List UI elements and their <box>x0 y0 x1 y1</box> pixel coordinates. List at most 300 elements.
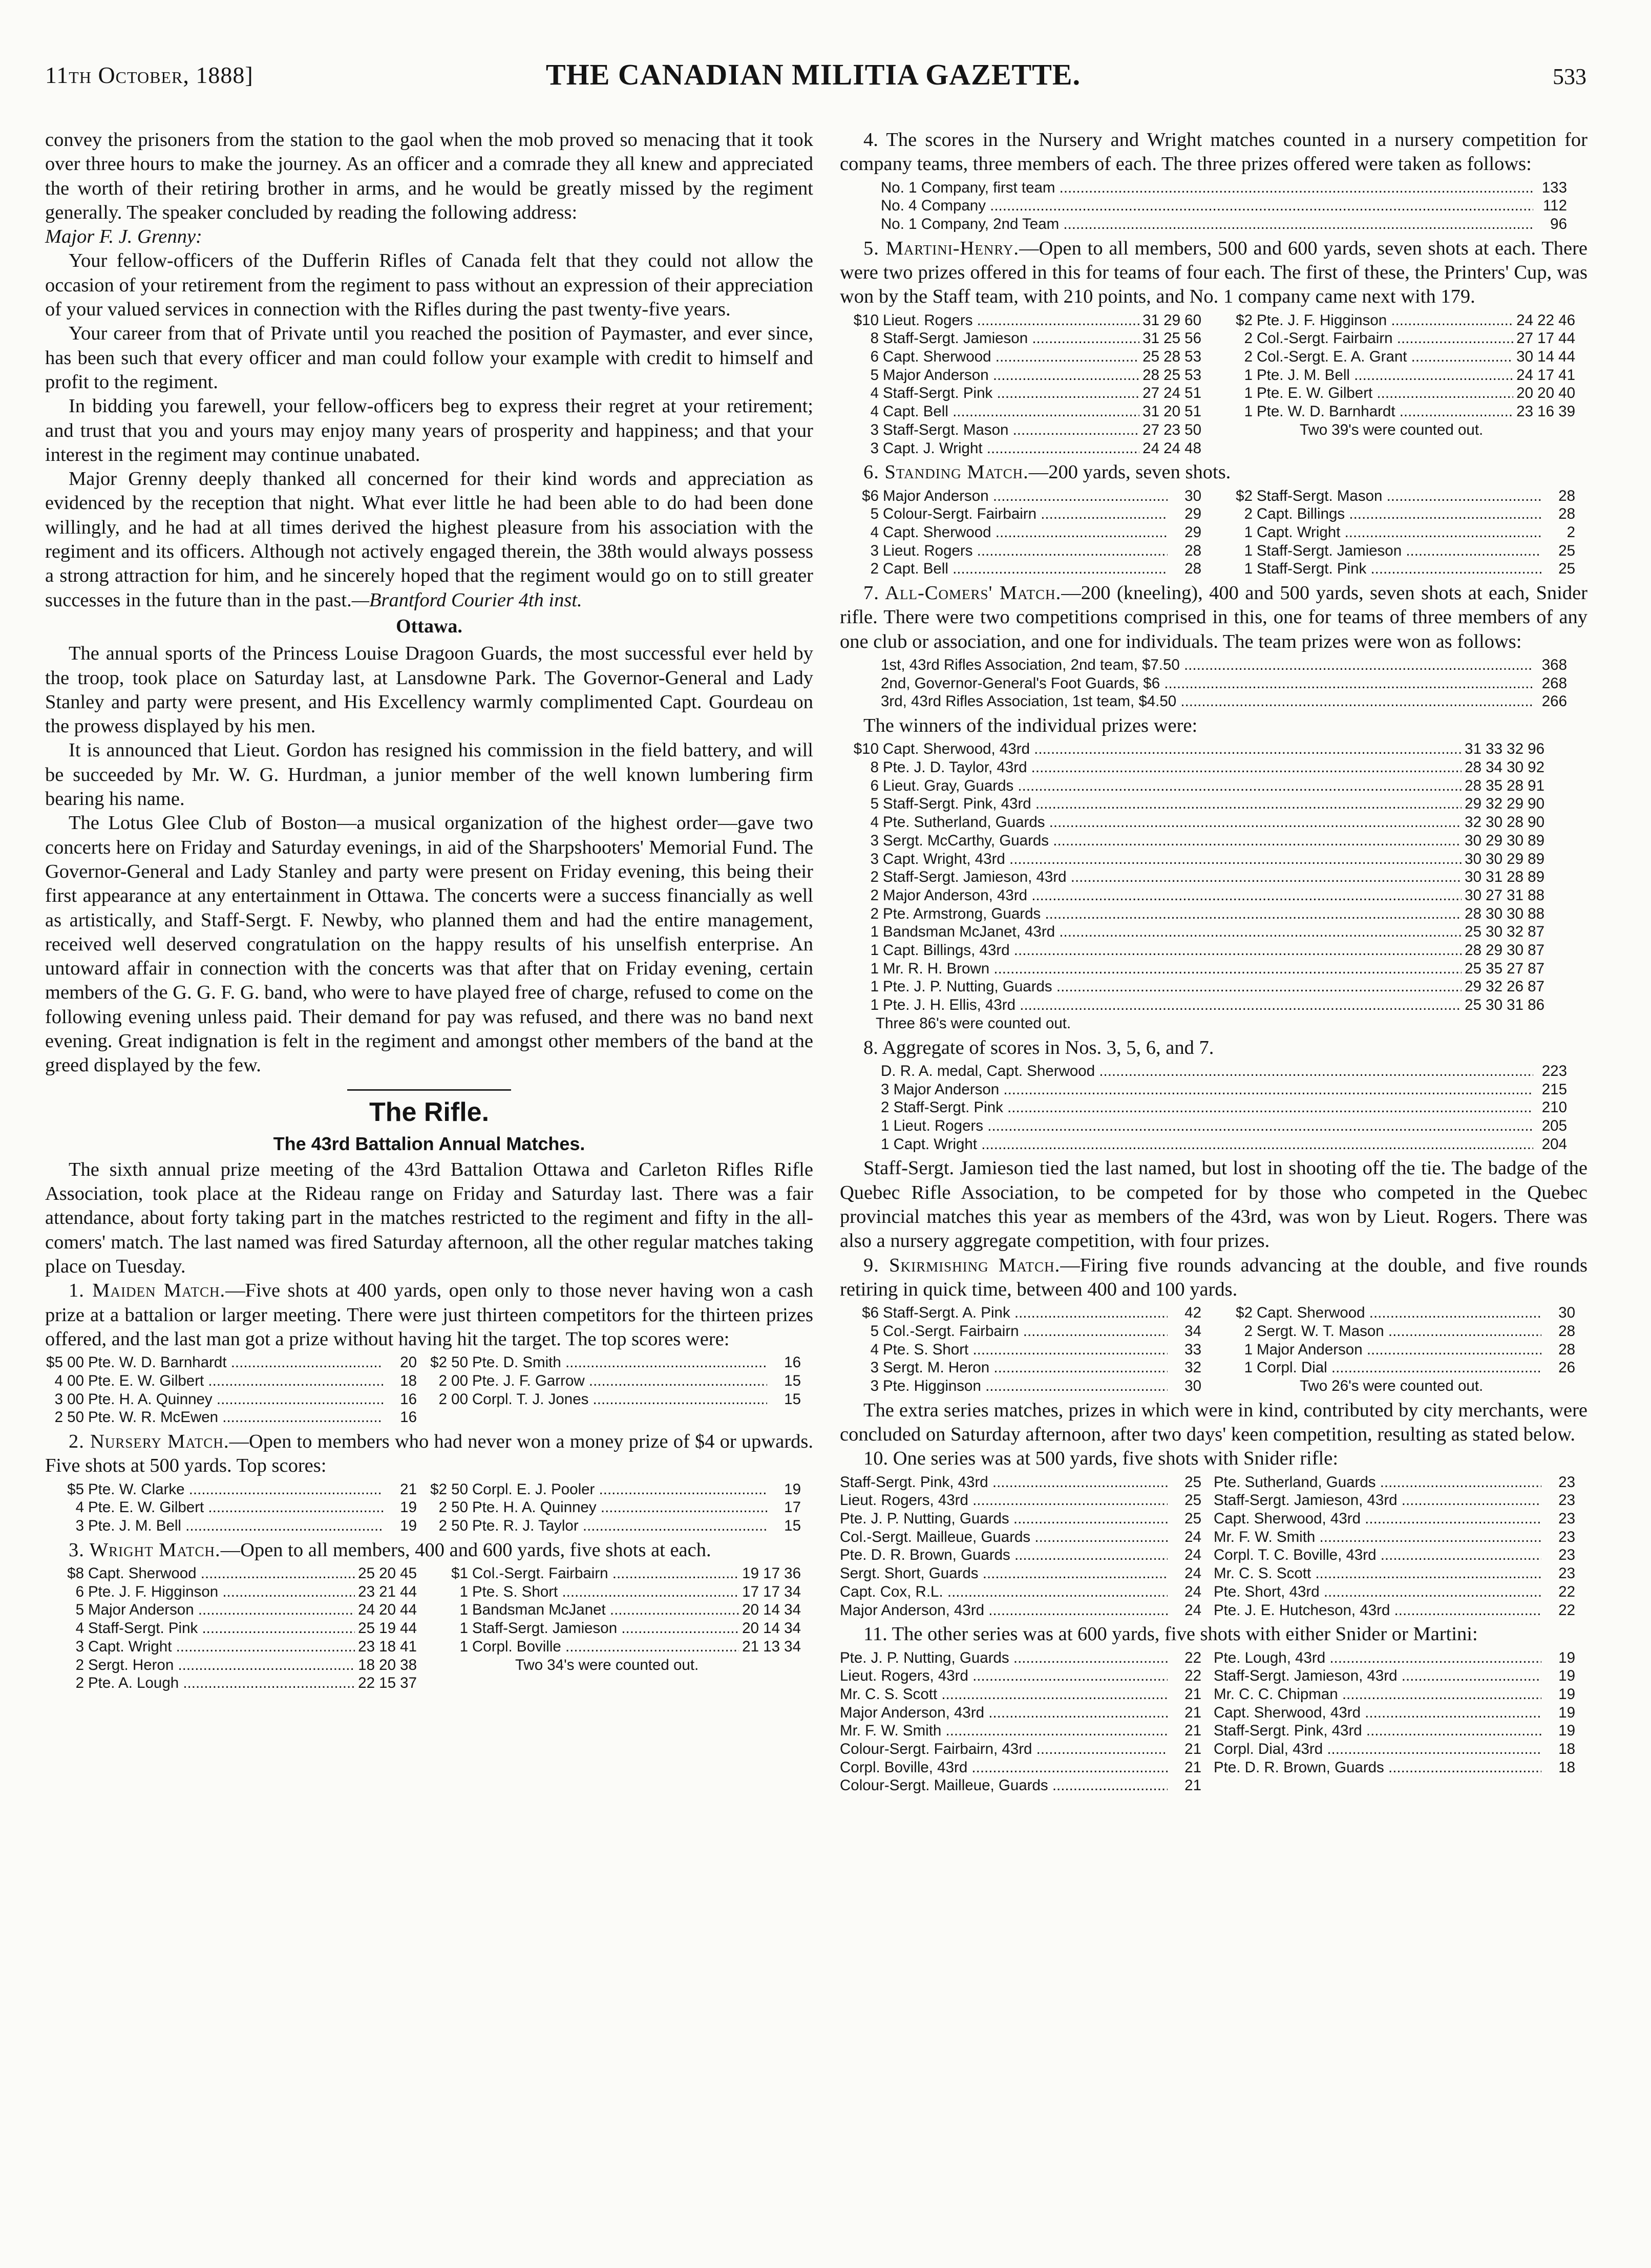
competitor-name: Capt. Sherwood ..... <box>1257 1304 1541 1322</box>
score-entry <box>45 1638 429 1656</box>
score-value: 31 20 51 <box>1142 403 1201 420</box>
score-value: 19 <box>1558 1649 1575 1666</box>
score-value: 30 27 31 88 <box>1465 886 1544 904</box>
competitor-name: Pte. H. A. Quinney ..... <box>88 1390 383 1409</box>
match-text: —200 yards, seven shots. <box>1028 461 1231 483</box>
score-row <box>45 1656 813 1674</box>
score-value: 25 20 45 <box>358 1565 417 1582</box>
score-row <box>840 795 1588 813</box>
score-entry <box>45 1517 429 1535</box>
competitor-name: Capt. J. Wright ..... <box>883 439 1139 458</box>
score-note: Two 26's were counted out. <box>1300 1377 1484 1394</box>
score-row <box>840 1062 1588 1080</box>
competitor-name: Major Anderson, 43rd ..... <box>840 1601 1168 1620</box>
prize-amount: 4 <box>75 1499 84 1516</box>
prize-amount: 1 <box>870 978 879 995</box>
competitor-name: Major Anderson, 43rd ..... <box>840 1704 1168 1722</box>
score-value: 30 30 29 89 <box>1465 850 1544 867</box>
score-value: 23 21 44 <box>358 1583 417 1600</box>
article-paragraph: 4. The scores in the Nursery and Wright matches counted in a nursery competition for company teams, three members of each. The three prizes offered were taken as follows: <box>840 129 1588 175</box>
competitor-name: Pte. J. H. Ellis, 43rd ..... <box>883 996 1462 1014</box>
score-entry <box>429 1674 813 1692</box>
score-value: 19 <box>400 1517 417 1535</box>
score-entry <box>45 1619 429 1638</box>
score-row <box>45 1601 813 1619</box>
competitor-name: Pte. D. R. Brown, Guards ..... <box>840 1546 1168 1564</box>
score-row <box>840 197 1588 215</box>
score-value: 25 <box>1184 1510 1201 1527</box>
score-entry <box>429 1353 813 1372</box>
prize-amount: $2 50 <box>430 1480 468 1498</box>
competitor-name: Mr. R. H. Brown ..... <box>883 960 1462 978</box>
score-value: 30 <box>1184 1377 1201 1394</box>
prize-amount: 5 <box>870 366 879 384</box>
competitor-name: Capt. Sherwood, 43rd ..... <box>1214 1510 1541 1528</box>
score-value: 15 <box>784 1390 801 1408</box>
competitor-name: Pte. S. Short ..... <box>472 1583 739 1601</box>
score-row <box>840 1117 1588 1135</box>
score-entry <box>840 1341 1214 1359</box>
score-entry <box>840 439 1214 458</box>
prize-amount: 2 <box>75 1674 84 1692</box>
competitor-name: No. 1 Company, first team ..... <box>881 179 1533 197</box>
score-entry <box>1214 1740 1588 1758</box>
score-value: 18 <box>1558 1758 1575 1776</box>
prize-amount: 1 <box>1244 1341 1253 1358</box>
match-description <box>840 1254 1588 1302</box>
competitor-name: Pte. D. Smith ..... <box>472 1353 767 1372</box>
competitor-name: Corpl. Boville, 43rd ..... <box>840 1758 1168 1777</box>
score-row <box>840 996 1588 1014</box>
match-title: 9. Skirmishing Match. <box>863 1254 1061 1276</box>
score-entry <box>1214 1304 1588 1322</box>
score-entry <box>429 1408 813 1427</box>
address-salutation: Major F. J. Grenny: <box>45 226 202 248</box>
score-value: 20 14 34 <box>742 1601 801 1619</box>
competitor-name: Capt. Sherwood ..... <box>88 1564 355 1583</box>
prize-amount: 1 <box>870 997 879 1014</box>
competitor-name: Staff-Sergt. Mason ..... <box>1257 487 1541 505</box>
score-value: 28 <box>1184 560 1201 578</box>
competitor-name: Staff-Sergt. Pink, 43rd ..... <box>840 1473 1168 1492</box>
score-value: 18 20 38 <box>358 1656 417 1673</box>
score-value: 28 34 30 92 <box>1465 759 1544 776</box>
score-row <box>45 1583 813 1601</box>
competitor-name: Major Anderson ..... <box>883 487 1168 505</box>
competitor-name: Pte. E. W. Gilbert ..... <box>88 1498 383 1517</box>
article-paragraph: It is announced that Lieut. Gordon has resigned his commission in the field battery, and will be succeeded by Mr. W. G. Hurdman, a junior member of the well known lumbering firm bearing his name. <box>45 739 813 810</box>
competitor-name: Sergt. Heron ..... <box>88 1656 355 1674</box>
score-row <box>840 1776 1588 1795</box>
competitor-name: Pte. S. Short ..... <box>883 1341 1168 1359</box>
score-row <box>840 978 1588 996</box>
score-entry <box>429 1390 813 1409</box>
score-entry <box>840 1601 1214 1620</box>
score-value: 17 <box>784 1499 801 1516</box>
competitor-name: Pte. W. D. Barnhardt ..... <box>1257 402 1513 421</box>
prize-amount: 1 <box>870 923 879 941</box>
score-entry <box>1214 1583 1588 1601</box>
score-entry <box>840 1304 1214 1322</box>
section-heading-ottawa: Ottawa. <box>396 615 462 637</box>
competitor-name: Pte. D. R. Brown, Guards ..... <box>1214 1758 1541 1777</box>
score-value: 24 20 44 <box>358 1601 417 1619</box>
score-value: 31 33 32 96 <box>1465 740 1544 758</box>
prize-amount: 2 <box>870 905 879 922</box>
article-paragraph: The annual sports of the Princess Louise Dragoon Guards, the most successful ever held by the troop, took place on Saturday last, at Lansdowne Park. The Governor-General and Lady Stanley and party were present, and His Excellency warmly complimented Capt. Gourdeau on the prowess displayed by his men. <box>45 643 813 737</box>
score-entry <box>840 1528 1214 1546</box>
competitor-name: Pte. Lough, 43rd ..... <box>1214 1649 1541 1667</box>
prize-amount: 4 <box>870 403 879 420</box>
score-row <box>840 850 1588 868</box>
score-entry <box>1214 311 1588 330</box>
match-title: 5. Martini-Henry. <box>863 237 1019 259</box>
score-value: 20 14 34 <box>742 1620 801 1637</box>
score-entry <box>1214 542 1588 560</box>
competitor-name: Colour-Sergt. Mailleue, Guards ..... <box>840 1776 1168 1795</box>
article-paragraph: The winners of the individual prizes were: <box>863 715 1198 737</box>
score-entry <box>1214 348 1588 366</box>
prize-amount: 8 <box>870 330 879 347</box>
score-value: 223 <box>1541 1062 1567 1079</box>
score-value: 268 <box>1541 674 1567 692</box>
competitor-name: Pte. W. D. Barnhardt ..... <box>88 1353 383 1372</box>
competitor-name: Major Anderson ..... <box>883 366 1139 385</box>
prize-amount: 4 <box>870 385 879 402</box>
score-value: 27 17 44 <box>1516 330 1575 347</box>
score-entry <box>1214 402 1588 421</box>
score-row <box>840 923 1588 941</box>
competitor-name: No. 1 Company, 2nd Team ..... <box>881 215 1533 234</box>
prize-amount: 1 <box>870 960 879 977</box>
score-entry <box>840 1667 1214 1685</box>
score-value: 28 <box>1558 505 1575 523</box>
match-description <box>45 1430 813 1478</box>
competitor-name: D. R. A. medal, Capt. Sherwood ..... <box>881 1062 1533 1080</box>
competitor-name: Pte. Armstrong, Guards ..... <box>883 905 1462 923</box>
score-table-maiden <box>45 1353 813 1427</box>
score-value: 28 <box>1558 1341 1575 1358</box>
score-value: 25 <box>1558 542 1575 559</box>
prize-amount: 6 <box>75 1583 84 1600</box>
competitor-name: Capt. Cox, R.L. ..... <box>840 1583 1168 1601</box>
prize-amount: 1 <box>870 942 879 959</box>
competitor-name: Bandsman McJanet ..... <box>472 1601 739 1619</box>
score-row <box>45 1498 813 1517</box>
score-value: 24 <box>1184 1601 1201 1619</box>
match-description <box>45 1538 813 1562</box>
match-title: 1. Maiden Match. <box>69 1280 226 1302</box>
competitor-name: Sergt. McCarthy, Guards ..... <box>883 832 1462 850</box>
score-entry <box>840 1564 1214 1583</box>
match-description <box>840 460 1588 484</box>
competitor-name: Col.-Sergt. Fairbairn ..... <box>883 1322 1168 1341</box>
score-value: 25 28 53 <box>1142 348 1201 365</box>
score-value: 21 <box>1184 1741 1201 1758</box>
competitor-name: Corpl. Boville ..... <box>472 1638 739 1656</box>
score-entry <box>1214 1601 1588 1620</box>
score-row <box>840 692 1588 711</box>
prize-amount: 2 <box>75 1656 84 1673</box>
score-value: 25 35 27 87 <box>1465 960 1544 977</box>
score-row <box>840 311 1588 330</box>
competitor-name: Staff-Sergt. Jamieson, 43rd ..... <box>1214 1667 1541 1685</box>
score-row <box>840 505 1588 523</box>
competitor-name: Pte. R. J. Taylor ..... <box>472 1517 767 1535</box>
score-entry <box>840 505 1214 523</box>
score-entry <box>1214 1776 1588 1795</box>
competitor-name: Corpl. T. C. Boville, 43rd ..... <box>1214 1546 1541 1564</box>
score-row <box>840 1322 1588 1341</box>
score-entry <box>1214 1377 1588 1395</box>
score-row <box>840 1359 1588 1377</box>
score-entry <box>840 402 1214 421</box>
score-value: 15 <box>784 1517 801 1535</box>
score-table-martini-henry <box>840 311 1588 458</box>
prize-amount: 3 <box>870 832 879 849</box>
page-header <box>45 57 1586 98</box>
competitor-name: Pte. J. P. Nutting, Guards ..... <box>883 978 1462 996</box>
article-paragraph: 10. One series was at 500 yards, five shots with Snider rifle: <box>863 1448 1339 1470</box>
prize-amount: 2 <box>1244 348 1253 365</box>
prize-amount: 3 <box>75 1517 84 1535</box>
score-entry <box>45 1564 429 1583</box>
score-value: 19 <box>1558 1667 1575 1685</box>
score-value: 30 29 30 89 <box>1465 832 1544 849</box>
competitor-name: Colour-Sergt. Fairbairn, 43rd ..... <box>840 1740 1168 1758</box>
score-row <box>840 1080 1588 1099</box>
score-row <box>840 1546 1588 1564</box>
score-row <box>45 1638 813 1656</box>
score-value: 22 <box>1558 1601 1575 1619</box>
competitor-name: Capt. Wright ..... <box>1257 523 1541 542</box>
competitor-name: Staff-Sergt. A. Pink ..... <box>883 1304 1168 1322</box>
prize-amount: 1 <box>459 1620 468 1637</box>
prize-amount: $2 <box>1236 487 1253 504</box>
score-value: 22 15 37 <box>358 1674 417 1692</box>
page-number: 533 <box>1553 64 1586 89</box>
score-row <box>840 868 1588 886</box>
prize-amount: 8 <box>870 759 879 776</box>
score-value: 32 <box>1184 1359 1201 1376</box>
prize-amount <box>429 1656 472 1674</box>
score-value: 31 25 56 <box>1142 330 1201 347</box>
competitor-name: Mr. C. C. Chipman ..... <box>1214 1685 1541 1704</box>
competitor-name: Pte. A. Lough ..... <box>88 1674 355 1692</box>
score-value: 368 <box>1541 656 1567 673</box>
score-entry <box>840 1322 1214 1341</box>
score-value: 204 <box>1541 1135 1567 1153</box>
score-value: 24 24 48 <box>1142 439 1201 457</box>
score-entry <box>45 1390 429 1409</box>
score-value: 26 <box>1558 1359 1575 1376</box>
score-row <box>840 758 1588 777</box>
competitor-name: Lieut. Rogers ..... <box>883 542 1168 560</box>
score-table-all-comers-individual <box>840 740 1588 1032</box>
score-value: 23 18 41 <box>358 1638 417 1655</box>
score-entry <box>1214 1704 1588 1722</box>
score-row <box>840 1649 1588 1667</box>
prize-amount: 4 <box>75 1620 84 1637</box>
score-row <box>840 348 1588 366</box>
score-entry <box>840 311 1214 330</box>
score-table-aggregate <box>840 1062 1588 1154</box>
score-row <box>840 1564 1588 1583</box>
prize-amount: 6 <box>870 777 879 794</box>
competitor-name: Staff-Sergt. Jamieson ..... <box>1257 542 1541 560</box>
score-row <box>840 905 1588 923</box>
score-value: 18 <box>400 1372 417 1389</box>
score-value: 15 <box>784 1372 801 1389</box>
score-entry <box>45 1353 429 1372</box>
score-value: 28 25 53 <box>1142 366 1201 384</box>
score-row <box>840 1341 1588 1359</box>
score-value: 34 <box>1184 1322 1201 1340</box>
match-text: —Firing five rounds advancing at the double, and five rounds retiring in quick time, between 400 and 100 yards. <box>840 1254 1588 1300</box>
competitor-name: Pte. J. M. Bell ..... <box>1257 366 1513 385</box>
prize-amount: 2 00 <box>438 1390 468 1408</box>
competitor-name: Capt. Wright, 43rd ..... <box>883 850 1462 868</box>
competitor-name: Major Anderson, 43rd ..... <box>883 886 1462 905</box>
competitor-name: Corpl. E. J. Pooler ..... <box>472 1480 767 1499</box>
score-row <box>840 487 1588 505</box>
section-heading-rifle: The Rifle. <box>369 1097 490 1127</box>
score-value: 29 32 29 90 <box>1465 795 1544 813</box>
score-value: 28 <box>1184 542 1201 559</box>
score-value: 22 <box>1558 1583 1575 1600</box>
score-entry <box>1214 329 1588 348</box>
score-row <box>840 384 1588 402</box>
score-row <box>840 439 1588 458</box>
score-entry <box>840 1546 1214 1564</box>
competitor-name: Staff-Sergt. Jamieson ..... <box>472 1619 739 1638</box>
prize-amount: $2 50 <box>430 1354 468 1371</box>
score-row <box>840 1667 1588 1685</box>
score-value: 28 <box>1558 487 1575 504</box>
prize-amount: 3 <box>870 542 879 559</box>
match-title: 2. Nursery Match. <box>69 1431 229 1453</box>
prize-amount: 3 <box>870 1359 879 1376</box>
competitor-name: Capt. Bell ..... <box>883 560 1168 578</box>
competitor-name: Lieut. Rogers, 43rd ..... <box>840 1667 1168 1685</box>
score-value: 25 <box>1184 1473 1201 1491</box>
competitor-name: Pte. E. W. Gilbert ..... <box>88 1372 383 1390</box>
score-value: 23 16 39 <box>1516 403 1575 420</box>
competitor-name: Staff-Sergt. Jamieson, 43rd ..... <box>1214 1491 1541 1510</box>
score-entry <box>840 348 1214 366</box>
prize-amount: 1 <box>1244 560 1253 578</box>
match-description <box>45 1279 813 1351</box>
article-paragraph: Staff-Sergt. Jamieson tied the last named, but lost in shooting off the tie. The badge of the Quebec Rifle Association, to be competed for by those who competed in the Quebec provincial matches this year as members of the 43rd, was won by Lieut. Rogers. There was also a nursery aggregate competition, with four prizes. <box>840 1157 1588 1252</box>
score-row <box>840 960 1588 978</box>
competitor-name: Staff-Sergt. Pink ..... <box>1257 560 1541 578</box>
competitor-name: Sergt. M. Heron ..... <box>883 1359 1168 1377</box>
competitor-name: Pte. H. A. Quinney ..... <box>472 1498 767 1517</box>
score-row <box>840 1601 1588 1620</box>
score-entry <box>840 1377 1214 1395</box>
score-entry <box>1214 1722 1588 1740</box>
score-row <box>840 740 1588 758</box>
prize-amount: $6 <box>862 487 879 504</box>
competitor-name: Capt. Sherwood, 43rd ..... <box>883 740 1462 758</box>
subheading-matches: The 43rd Battalion Annual Matches. <box>273 1133 585 1154</box>
competitor-name: Col.-Sergt. Mailleue, Guards ..... <box>840 1528 1168 1546</box>
prize-amount: $1 <box>451 1565 468 1582</box>
score-value: 23 <box>1558 1510 1575 1527</box>
score-value: 21 <box>1184 1704 1201 1721</box>
competitor-name: Pte. J. F. Higginson ..... <box>88 1583 355 1601</box>
score-table-standing <box>840 487 1588 579</box>
score-value: 23 <box>1558 1528 1575 1545</box>
competitor-name: Staff-Sergt. Pink, 43rd ..... <box>883 795 1462 813</box>
score-row <box>840 1135 1588 1154</box>
competitor-name: Mr. C. S. Scott ..... <box>1214 1564 1541 1583</box>
prize-amount: 4 <box>870 1341 879 1358</box>
prize-amount: $6 <box>862 1304 879 1322</box>
score-value: 18 <box>1558 1741 1575 1758</box>
competitor-name: No. 4 Company ..... <box>881 197 1533 215</box>
score-entry <box>840 1510 1214 1528</box>
score-value: 21 <box>400 1480 417 1498</box>
competitor-name: Pte. Sutherland, Guards ..... <box>883 813 1462 832</box>
score-entry <box>1214 1510 1588 1528</box>
score-value: 17 17 34 <box>742 1583 801 1600</box>
score-value: 19 <box>400 1499 417 1516</box>
competitor-name: Col.-Sergt. Fairbairn ..... <box>472 1564 739 1583</box>
score-row <box>840 542 1588 560</box>
score-row <box>840 813 1588 832</box>
prize-amount: 3 <box>870 1377 879 1394</box>
score-entry <box>1214 366 1588 385</box>
score-row <box>840 179 1588 197</box>
score-table-series-500 <box>840 1473 1588 1620</box>
score-value: 23 <box>1558 1546 1575 1564</box>
prize-amount: 2 50 <box>438 1517 468 1535</box>
competitor-name: Col.-Sergt. Fairbairn ..... <box>1257 329 1513 348</box>
prize-amount: $2 <box>1236 311 1253 329</box>
score-value: 24 17 41 <box>1516 366 1575 384</box>
score-row <box>840 941 1588 960</box>
score-entry <box>45 1674 429 1692</box>
score-entry <box>840 1685 1214 1704</box>
score-entry <box>840 1740 1214 1758</box>
score-value: 22 <box>1184 1667 1201 1685</box>
score-row <box>840 886 1588 905</box>
prize-amount: 2 <box>870 886 879 904</box>
score-value: 19 <box>1558 1685 1575 1703</box>
prize-amount: 1 <box>1244 523 1253 541</box>
score-value: 22 <box>1184 1649 1201 1666</box>
score-row <box>840 402 1588 421</box>
score-table-wright <box>45 1564 813 1692</box>
article-paragraph: 11. The other series was at 600 yards, five shots with either Snider or Martini: <box>863 1623 1478 1645</box>
score-row <box>840 560 1588 578</box>
prize-amount: 5 <box>870 795 879 813</box>
competitor-name: Staff-Sergt. Pink ..... <box>88 1619 355 1638</box>
competitor-name: Pte. J. M. Bell ..... <box>88 1517 383 1535</box>
score-value: 20 20 40 <box>1516 385 1575 402</box>
score-entry <box>45 1656 429 1674</box>
score-value: 25 30 31 86 <box>1465 997 1544 1014</box>
score-note: Three 86's were counted out. <box>876 1014 1071 1032</box>
score-entry <box>1214 1491 1588 1510</box>
score-value: 30 <box>1184 487 1201 504</box>
match-title: 3. Wright Match. <box>69 1539 221 1561</box>
competitor-name: Corpl. T. J. Jones ..... <box>472 1390 767 1409</box>
article-paragraph <box>45 467 813 612</box>
score-entry <box>840 523 1214 542</box>
competitor-name: Pte. J. P. Nutting, Guards ..... <box>840 1510 1168 1528</box>
